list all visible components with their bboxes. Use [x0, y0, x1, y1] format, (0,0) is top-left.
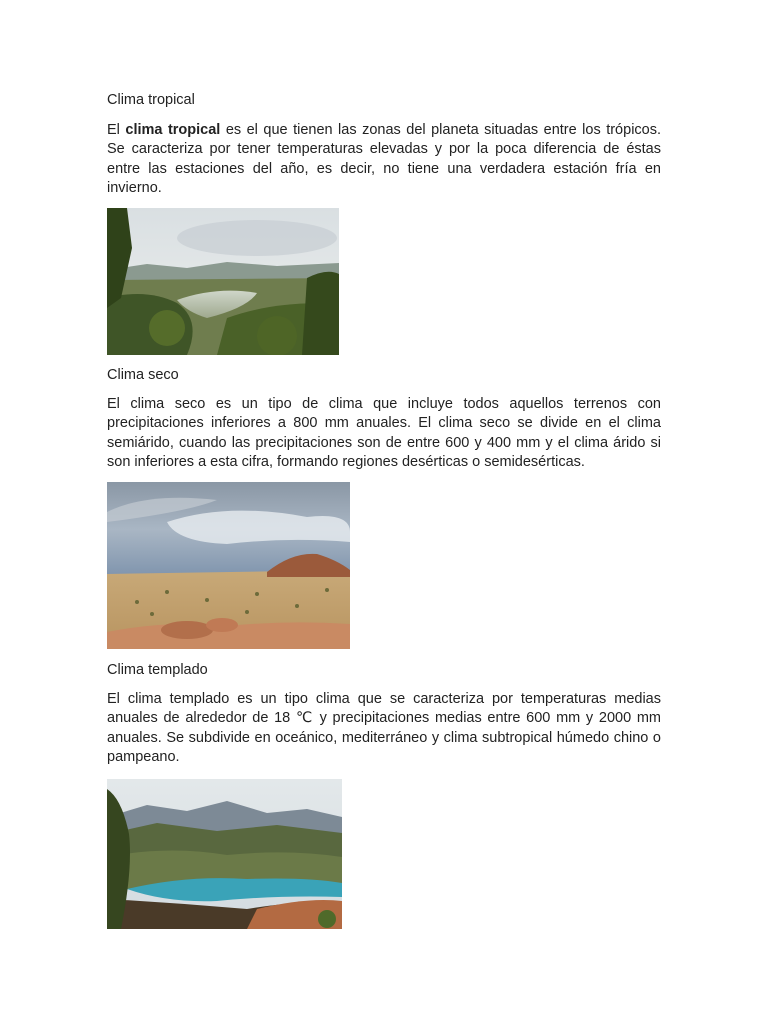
tropical-landscape-photo: [107, 208, 339, 355]
heading-clima-seco: Clima seco: [107, 367, 179, 383]
paragraph-clima-tropical: [107, 121, 661, 199]
paragraph-clima-seco: El clima seco es un tipo de clima que incluye todos aquellos terrenos con precipitaciones inferiores a 800 mm anuales. El clima seco se divide en el clima semiárido, cuando las precipitaciones son de entre 600 y 400 mm y el clima árido si son inferiores a esta cifra, formando regiones desérticas o semidesérticas.: [107, 396, 661, 471]
dry-desert-photo: [107, 482, 350, 649]
bold-term: clima tropical: [125, 122, 221, 138]
paragraph-rest: es el que tienen las zonas del planeta situadas entre los trópicos. Se caracteriza por tener temperaturas elevadas y por la poca diferencia de éstas entre las estaciones del año, es decir, no tiene una verdadera estación fría en invierno.: [107, 122, 662, 197]
paragraph-clima-templado: El clima templado es un tipo clima que se caracteriza por temperaturas medias anuales de alrededor de 18 ℃ y precipitaciones medias entre 600 mm y 2000 mm anuales. Se subdivide en oceánico, mediterráneo y clima subtropical húmedo chino o pampeano.: [107, 691, 661, 766]
heading-clima-tropical: Clima tropical: [107, 92, 195, 108]
temperate-lake-photo: [107, 779, 342, 929]
paragraph-prefix: El: [107, 122, 126, 138]
heading-clima-templado: Clima templado: [107, 662, 208, 678]
